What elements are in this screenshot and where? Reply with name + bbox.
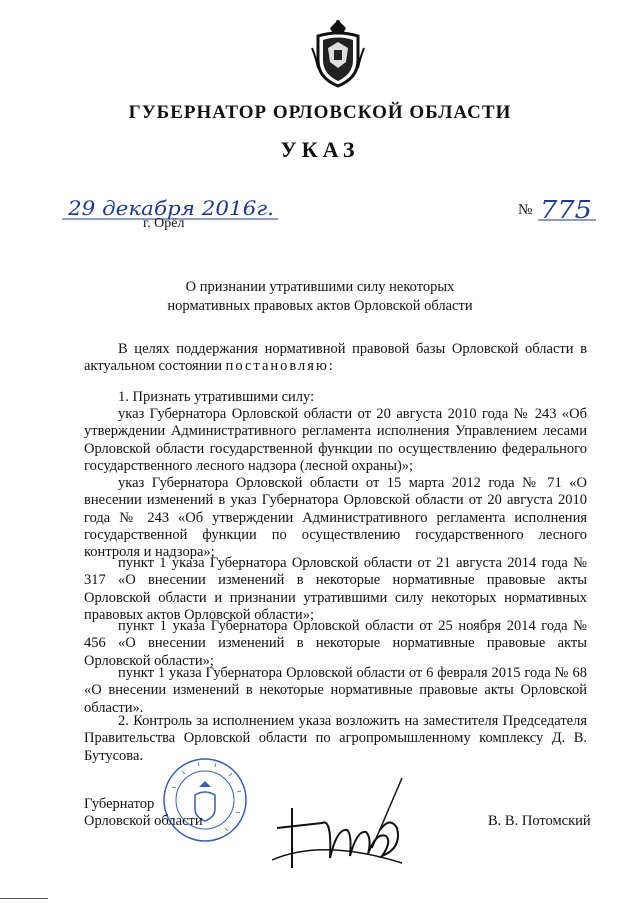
item-1-a: указ Губернатора Орловской области от 20 августа 2010 года № 243 «Об утверждении Административного регламента исполнения Управлением лесами Орловской области государственной функции по осуществлению федерального государственного лесного надзора (лесной охраны)»; bbox=[84, 406, 587, 474]
item-1-b: указ Губернатора Орловской области от 15 марта 2012 года № 71 «О внесении изменений в указ Губернатора Орловской области от 20 августа 2010 года № 243 «Об утверждении Административного регламента исполнения государственной функции по осуществлению государственного лесного контроля и надзора»; bbox=[84, 475, 587, 561]
document-subject bbox=[0, 278, 640, 316]
item-1-d: пункт 1 указа Губернатора Орловской области от 25 ноября 2014 года № 456 «О внесении изменений в некоторые нормативные правовые акты Орловской области»; bbox=[84, 618, 587, 669]
item-1-c: пункт 1 указа Губернатора Орловской области от 21 августа 2014 года № 317 «О внесении изменений в некоторые нормативные правовые акты Орловской области и признании утратившими силу некоторых нормативных правовых актов Орловской области»; bbox=[84, 555, 587, 623]
issuer-title: ГУБЕРНАТОР ОРЛОВСКОЙ ОБЛАСТИ bbox=[128, 102, 512, 123]
preamble-decree: постановляю: bbox=[225, 358, 335, 375]
subject-line-2: нормативных правовых актов Орловской области bbox=[167, 298, 473, 314]
preamble bbox=[84, 341, 587, 376]
item-2: 2. Контроль за исполнением указа возложить на заместителя Председателя Правительства Орловской области по агропромышленному комплексу Д. В. Бутусова. bbox=[84, 713, 587, 764]
item-1-e: пункт 1 указа Губернатора Орловской области от 6 февраля 2015 года № 68 «О внесении изменений в некоторые нормативные правовые акты Орловской области». bbox=[84, 665, 587, 716]
signatory-position-line-1: Губернатор bbox=[84, 796, 155, 812]
footer-line bbox=[0, 898, 48, 899]
item-1-title: 1. Признать утратившими силу: bbox=[118, 389, 315, 405]
signatory-position-line-2: Орловской области bbox=[84, 813, 203, 830]
city-label: г. Орёл bbox=[143, 216, 185, 231]
handwritten-date-text: 29 декабря 2016г. bbox=[66, 196, 274, 220]
document-type: УКАЗ bbox=[280, 137, 360, 162]
handwritten-signature-icon bbox=[262, 768, 412, 878]
number-label: № bbox=[518, 202, 533, 218]
orel-coat-of-arms-icon bbox=[308, 18, 368, 88]
handwritten-number-text: 775 bbox=[540, 196, 592, 224]
subject-line-1: О признании утратившими силу некоторых bbox=[185, 279, 455, 295]
signatory-name: В. В. Потомский bbox=[488, 813, 591, 829]
preamble-text: В целях поддержания нормативной правовой базы Орловской области в актуальном состоянии bbox=[84, 341, 587, 375]
handwritten-number bbox=[536, 192, 598, 230]
signatory-position bbox=[84, 796, 203, 831]
